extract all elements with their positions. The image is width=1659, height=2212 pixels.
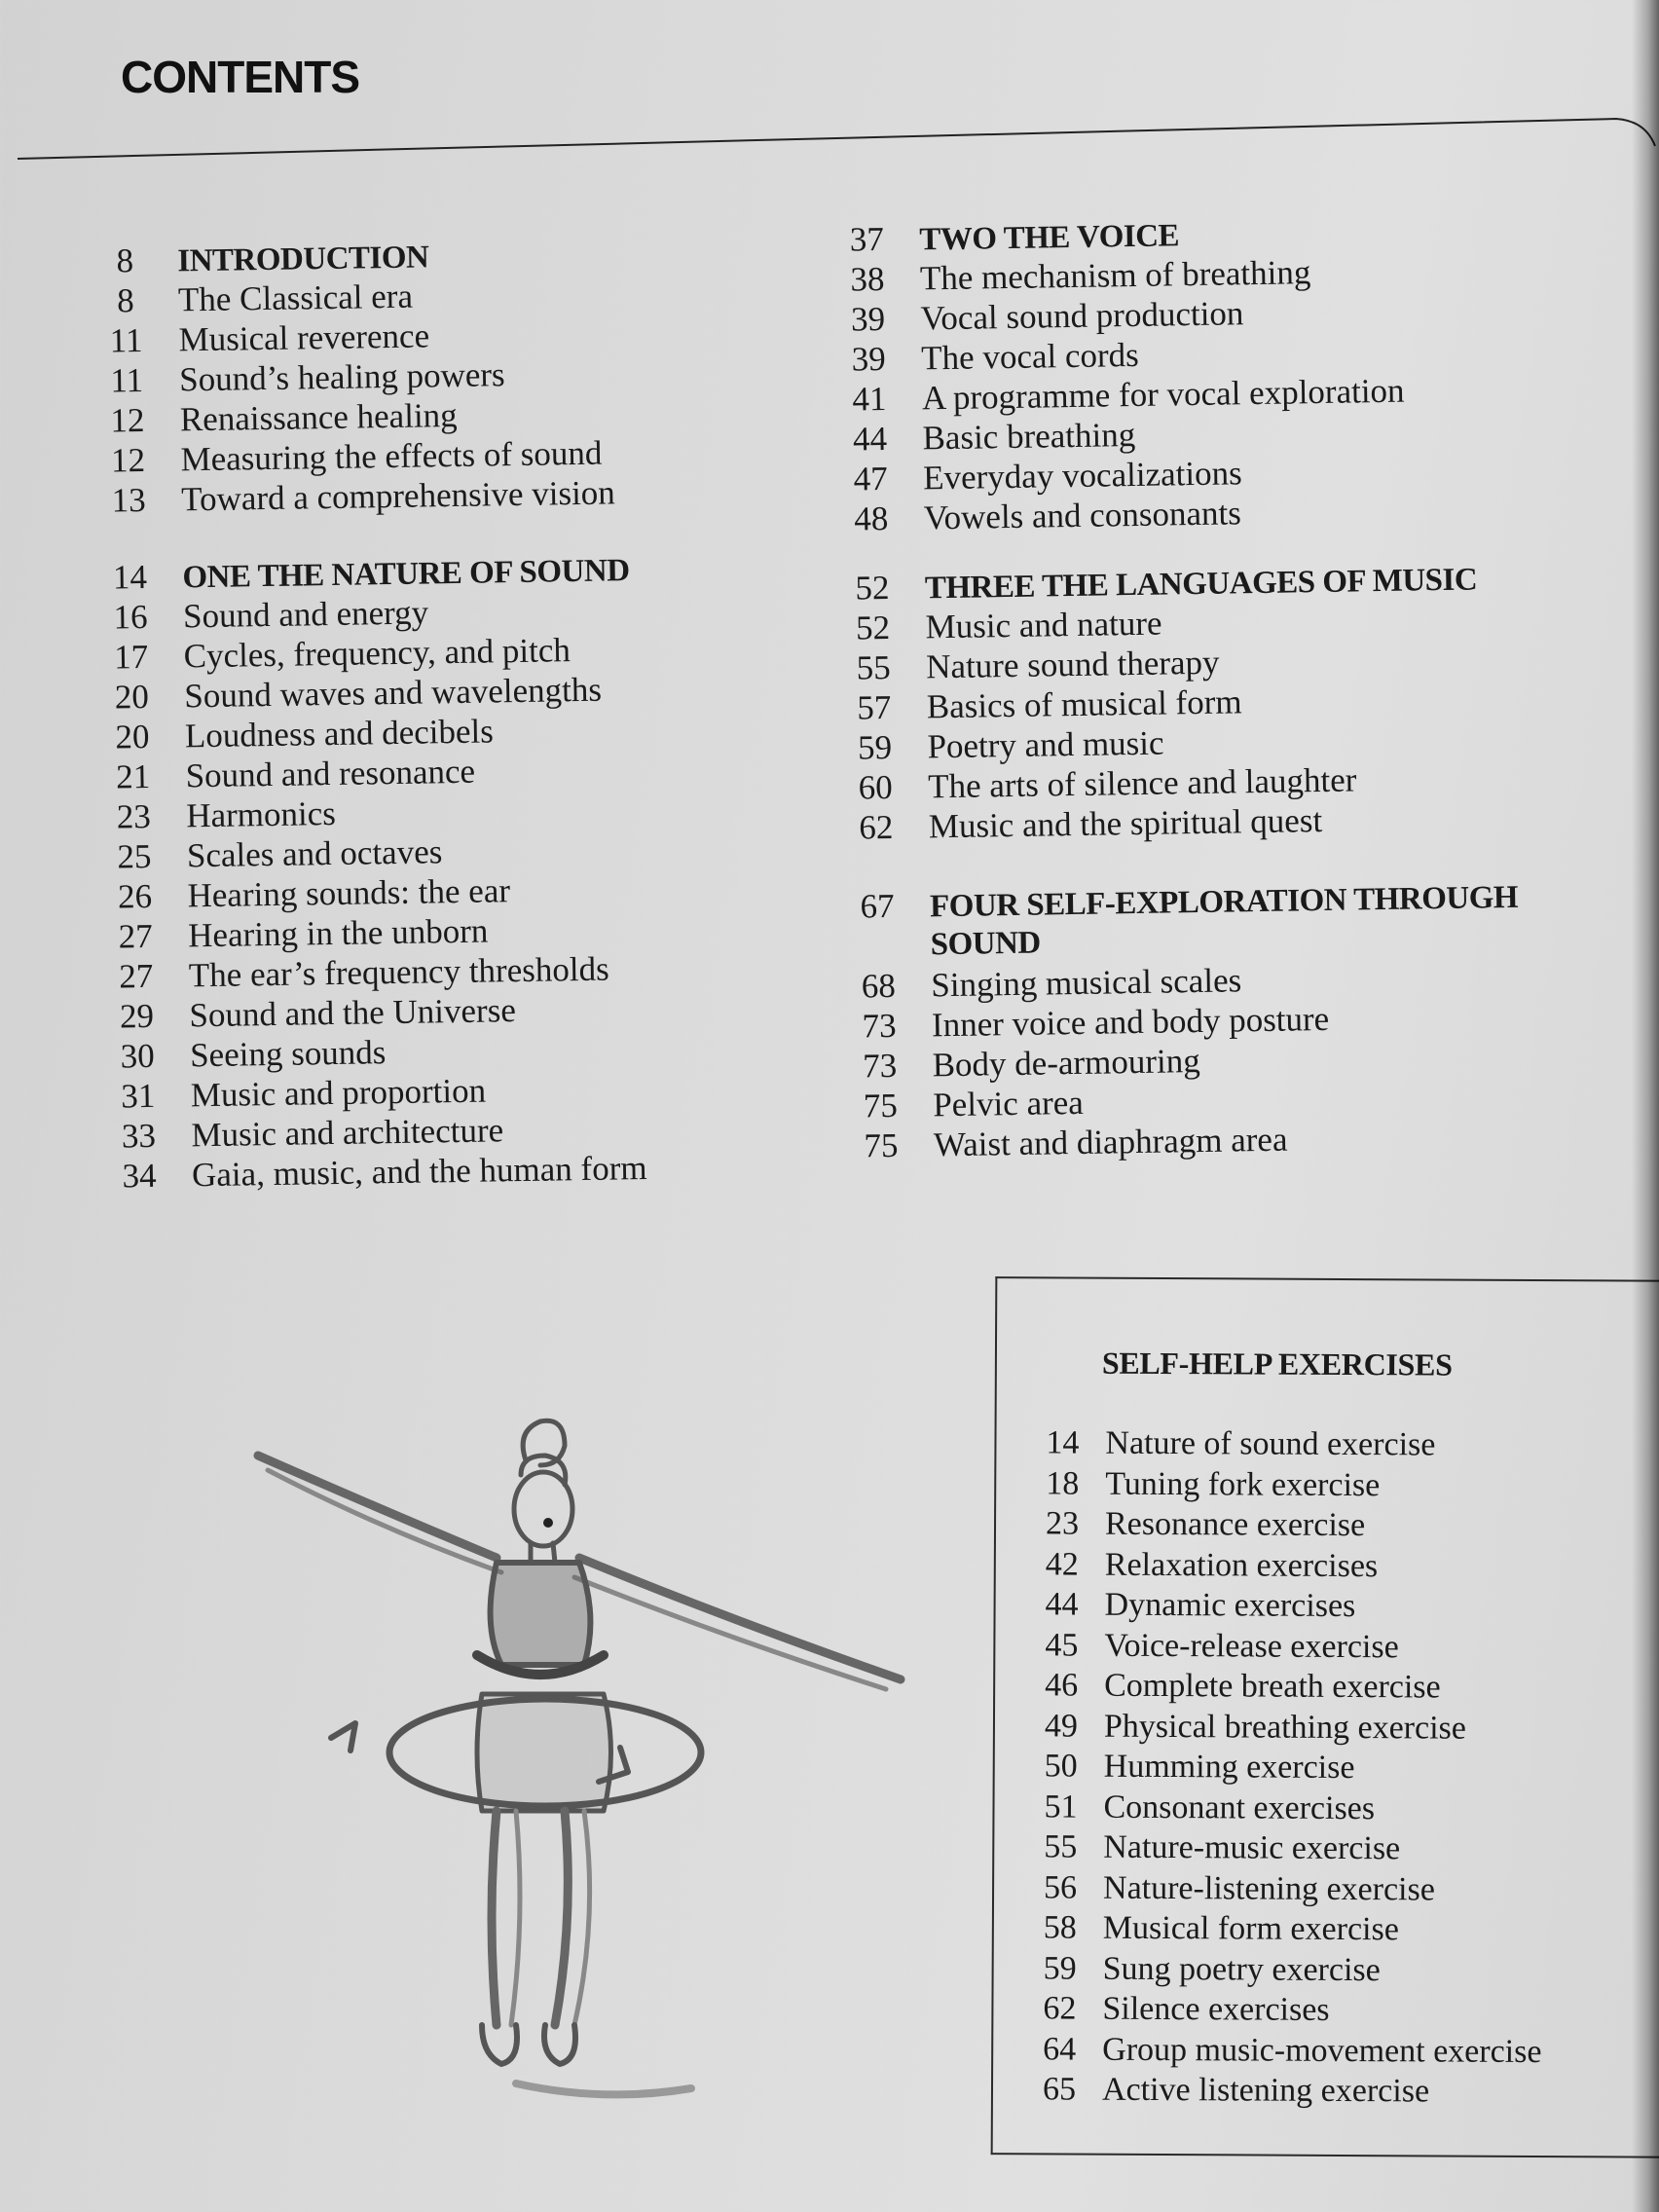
entry-title: The arts of silence and laughter	[927, 760, 1357, 806]
entry-title: Nature of sound exercise	[1105, 1424, 1436, 1463]
toc-entry[interactable]	[1029, 1826, 1543, 1869]
page-number: 75	[864, 1125, 899, 1165]
entry-title: Basics of musical form	[926, 682, 1242, 726]
page-number: 33	[121, 1116, 157, 1156]
entry-title: Body de-armouring	[932, 1042, 1200, 1085]
page-number: 18	[1046, 1464, 1080, 1502]
page-number: 11	[110, 360, 144, 400]
page-number: 67	[860, 886, 895, 926]
page-number: 64	[1043, 2030, 1077, 2068]
page-number: 56	[1043, 1868, 1078, 1906]
toc-section-chapter-three	[828, 558, 1517, 848]
page-number: 55	[856, 647, 892, 687]
entry-title: The ear’s frequency thresholds	[188, 949, 609, 995]
entry-title: Nature-music exercise	[1103, 1828, 1401, 1867]
chapter-heading: ONE THE NATURE OF SOUND	[182, 553, 630, 596]
entry-title: Group music-movement exercise	[1102, 2031, 1542, 2070]
page-number: 57	[857, 687, 892, 727]
page-number: 8	[116, 281, 135, 320]
page-number: 45	[1045, 1626, 1079, 1664]
page-number: 60	[858, 767, 893, 807]
entry-title: A programme for vocal exploration	[921, 371, 1405, 418]
page-number: 65	[1042, 2071, 1077, 2108]
toc-entry[interactable]	[1031, 1422, 1545, 1465]
page-number: 59	[857, 727, 893, 767]
page-spine-shadow	[1632, 0, 1659, 2212]
entry-title: Everyday vocalizations	[922, 454, 1242, 498]
page-number: 20	[114, 677, 150, 717]
page-number: 52	[855, 608, 891, 647]
chapter-heading: INTRODUCTION	[177, 240, 429, 279]
page-number: 47	[853, 459, 888, 498]
toc-entry[interactable]	[1028, 2069, 1542, 2112]
entry-title: Sound waves and wavelengths	[184, 670, 603, 716]
entry-title: Sound and the Universe	[189, 991, 517, 1035]
page-number: 52	[855, 568, 890, 608]
entry-title: Sound’s healing powers	[178, 355, 505, 399]
toc-entry[interactable]	[1030, 1746, 1544, 1788]
entry-title: Gaia, music, and the human form	[191, 1148, 647, 1195]
entry-title: Consonant exercises	[1103, 1788, 1376, 1826]
entry-title: Measuring the effects of sound	[180, 433, 603, 479]
page-number: 34	[122, 1156, 157, 1196]
entry-title: Tuning fork exercise	[1105, 1465, 1381, 1503]
entry-title: Basic breathing	[922, 415, 1136, 458]
page-number: 55	[1044, 1828, 1078, 1865]
entry-title: The Classical era	[177, 276, 414, 319]
toc-entry[interactable]	[1029, 1948, 1543, 1991]
entry-title: Pelvic area	[932, 1083, 1085, 1124]
page-number: 44	[852, 419, 888, 459]
page-number: 27	[118, 916, 154, 956]
dancer-illustration	[234, 1402, 935, 2142]
entry-title: Scales and octaves	[186, 832, 443, 875]
page-number: 73	[862, 1006, 897, 1046]
toc-chapter-heading[interactable]	[85, 549, 638, 598]
page-number: 44	[1045, 1586, 1079, 1623]
page-number: 62	[858, 807, 894, 847]
entry-title: Inner voice and body posture	[931, 999, 1330, 1045]
page-number: 59	[1043, 1949, 1077, 1987]
self-help-exercises-box	[991, 1276, 1659, 2158]
toc-left-column	[80, 233, 647, 1197]
toc-entry[interactable]	[1031, 1463, 1545, 1506]
page-number: 13	[111, 480, 146, 520]
entry-title: Music and nature	[925, 604, 1162, 646]
entry-title: Dynamic exercises	[1104, 1586, 1356, 1625]
toc-entry[interactable]	[1031, 1544, 1545, 1587]
toc-right-column	[822, 209, 1522, 1166]
entry-title: Poetry and music	[927, 723, 1164, 766]
toc-entry[interactable]	[1029, 1907, 1543, 1950]
page-number: 14	[112, 557, 148, 597]
page-number: 26	[117, 876, 153, 916]
toc-entry[interactable]	[1029, 1867, 1543, 1910]
page-number: 48	[854, 498, 889, 538]
entry-title: Physical breathing exercise	[1103, 1708, 1467, 1747]
page-number: 46	[1045, 1667, 1079, 1704]
page-number: 73	[862, 1046, 898, 1086]
entry-title: Musical reverence	[178, 316, 430, 359]
entry-title: Active listening exercise	[1101, 2071, 1430, 2110]
entry-title: Waist and diaphragm area	[933, 1120, 1288, 1164]
page-number: 29	[119, 996, 155, 1036]
entry-title: Cycles, frequency, and pitch	[183, 631, 571, 676]
entry-title: Renaissance healing	[179, 395, 458, 439]
page-number: 14	[1046, 1424, 1080, 1461]
toc-entry[interactable]	[1030, 1625, 1544, 1668]
page-number: 30	[120, 1036, 155, 1076]
page-number: 23	[116, 796, 152, 836]
page-number: 37	[849, 220, 885, 259]
entry-title: Loudness and decibels	[184, 712, 495, 756]
toc-section-chapter-one	[85, 549, 647, 1197]
page-number: 68	[861, 966, 897, 1006]
toc-section-introduction	[80, 233, 637, 521]
chapter-heading: FOUR SELF-EXPLORATION THROUGH	[929, 879, 1519, 925]
page-number: 75	[863, 1086, 899, 1125]
entry-title: Sound and resonance	[185, 752, 476, 795]
page-number: 39	[851, 339, 887, 379]
page-number: 12	[110, 400, 145, 440]
page-number: 38	[850, 259, 885, 299]
page-number: 25	[117, 836, 152, 876]
page-number: 23	[1045, 1505, 1080, 1542]
entry-title: Sung poetry exercise	[1102, 1950, 1381, 1988]
entry-title: Resonance exercise	[1104, 1505, 1366, 1544]
toc-entry[interactable]	[94, 1148, 647, 1197]
page-number: 51	[1044, 1788, 1078, 1825]
entry-title: Music and the spiritual quest	[928, 801, 1323, 846]
chapter-heading: THREE THE LANGUAGES OF MUSIC	[924, 562, 1478, 607]
entry-title: Vowels and consonants	[923, 494, 1242, 537]
page-number: 8	[116, 241, 134, 280]
page-number: 12	[110, 440, 146, 480]
entry-title: Music and architecture	[191, 1111, 504, 1155]
exercise-list	[1028, 1422, 1545, 2112]
page-number: 16	[113, 597, 148, 637]
entry-title: Vocal sound production	[920, 294, 1244, 338]
box-title: SELF-HELP EXERCISES	[1101, 1345, 1453, 1382]
entry-title: Musical form exercise	[1102, 1909, 1399, 1948]
toc-entry[interactable]	[1028, 1988, 1542, 2031]
page-number: 27	[119, 956, 154, 996]
entry-title: Music and proportion	[190, 1071, 487, 1115]
entry-title: Sound and energy	[182, 593, 429, 636]
entry-title: Silence exercises	[1102, 1990, 1330, 2028]
page-title: CONTENTS	[121, 52, 359, 102]
entry-title: Relaxation exercises	[1104, 1546, 1379, 1584]
toc-entry[interactable]	[1030, 1584, 1544, 1627]
page-number: 11	[109, 321, 143, 360]
toc-section-chapter-two	[822, 209, 1512, 539]
chapter-heading: TWO THE VOICE	[919, 218, 1180, 258]
entry-title: Humming exercise	[1103, 1748, 1355, 1787]
page-number: 49	[1044, 1707, 1079, 1745]
page-number: 50	[1044, 1748, 1078, 1785]
chapter-heading-continued: SOUND	[930, 925, 1042, 963]
page-number: 39	[850, 299, 886, 339]
entry-title: Hearing in the unborn	[187, 911, 489, 955]
toc-entry[interactable]	[1029, 1787, 1543, 1829]
toc-entry[interactable]	[1030, 1706, 1544, 1749]
toc-entry[interactable]	[1028, 2029, 1542, 2072]
entry-title: Nature-listening exercise	[1102, 1869, 1435, 1907]
entry-title: Seeing sounds	[189, 1033, 387, 1075]
page-number: 42	[1045, 1545, 1079, 1583]
toc-section-chapter-four	[832, 876, 1522, 1166]
entry-title: Hearing sounds: the ear	[187, 871, 511, 915]
page-number: 31	[120, 1076, 156, 1116]
page-number: 20	[115, 717, 150, 756]
header-rule	[0, 0, 1659, 195]
entry-title: Toward a comprehensive vision	[180, 473, 616, 519]
page-number: 62	[1043, 1990, 1077, 2027]
entry-title: Harmonics	[185, 793, 337, 835]
entry-title: Complete breath exercise	[1104, 1667, 1441, 1706]
toc-entry[interactable]	[1031, 1503, 1545, 1546]
page-number: 58	[1043, 1909, 1077, 1946]
entry-title: The mechanism of breathing	[919, 253, 1311, 298]
toc-entry[interactable]	[1030, 1665, 1544, 1708]
entry-title: The vocal cords	[920, 335, 1140, 378]
entry-title: Nature sound therapy	[925, 643, 1220, 686]
page-number: 17	[113, 637, 149, 677]
entry-title: Singing musical scales	[931, 961, 1242, 1005]
page-number: 21	[115, 756, 151, 796]
page-number: 41	[852, 379, 887, 419]
entry-title: Voice-release exercise	[1104, 1627, 1399, 1665]
